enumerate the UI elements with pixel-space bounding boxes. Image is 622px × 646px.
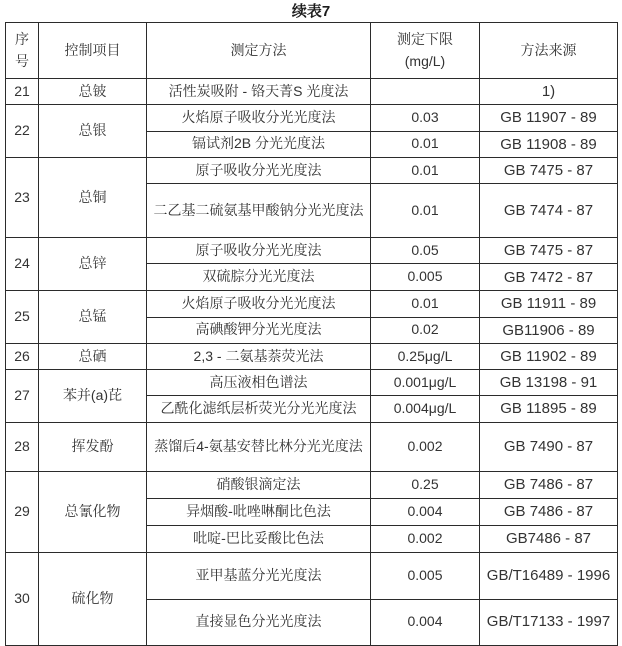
control-item-cell: 总氰化物 <box>39 471 147 552</box>
method-source-cell: GB 7486 - 87 <box>480 471 618 498</box>
header-detection-limit-unit: (mg/L) <box>404 52 446 69</box>
control-item-cell: 总铜 <box>39 157 147 237</box>
detection-limit-cell: 0.004μg/L <box>371 396 480 422</box>
detection-limit-cell: 0.002 <box>371 525 480 552</box>
header-method-source: 方法来源 <box>480 23 618 79</box>
serial-number-cell: 30 <box>6 552 39 645</box>
table-header <box>6 23 618 79</box>
method-source-cell: GB 7490 - 87 <box>480 422 618 471</box>
header-measurement-method: 测定方法 <box>147 23 371 79</box>
detection-limit-cell: 0.25 <box>371 471 480 498</box>
detection-limit-cell: 0.002 <box>371 422 480 471</box>
header-detection-limit <box>371 23 480 79</box>
table-row <box>6 422 618 471</box>
header-row <box>6 23 618 79</box>
detection-limit-cell: 0.001μg/L <box>371 370 480 396</box>
table-row <box>6 552 618 599</box>
measurement-methods-table <box>5 22 618 646</box>
serial-number-cell: 21 <box>6 79 39 105</box>
measurement-method-cell: 乙酰化滤纸层析荧光分光光度法 <box>147 396 371 422</box>
measurement-method-cell: 吡啶-巴比妥酸比色法 <box>147 525 371 552</box>
method-source-cell: GB 7474 - 87 <box>480 184 618 238</box>
serial-number-cell: 23 <box>6 157 39 237</box>
control-item-cell: 总硒 <box>39 343 147 369</box>
measurement-method-cell: 高碘酸钾分光光度法 <box>147 317 371 343</box>
method-source-cell: GB 11907 - 89 <box>480 105 618 131</box>
method-source-cell: GB 7475 - 87 <box>480 157 618 183</box>
method-source-cell: GB 11902 - 89 <box>480 343 618 369</box>
measurement-method-cell: 高压液相色谱法 <box>147 370 371 396</box>
detection-limit-cell: 0.02 <box>371 317 480 343</box>
table-row <box>6 105 618 131</box>
detection-limit-cell: 0.01 <box>371 157 480 183</box>
measurement-method-cell: 2,3 - 二氨基萘荧光法 <box>147 343 371 369</box>
control-item-cell: 硫化物 <box>39 552 147 645</box>
method-source-cell: GB11906 - 89 <box>480 317 618 343</box>
table-body <box>6 79 618 646</box>
detection-limit-cell: 0.004 <box>371 599 480 645</box>
measurement-method-cell: 硝酸银滴定法 <box>147 471 371 498</box>
method-source-cell: GB7486 - 87 <box>480 525 618 552</box>
page-title: 续表7 <box>291 3 331 20</box>
table-row <box>6 291 618 317</box>
table-row <box>6 343 618 369</box>
detection-limit-cell: 0.05 <box>371 238 480 264</box>
table-row <box>6 157 618 183</box>
serial-number-cell: 25 <box>6 291 39 344</box>
control-item-cell: 总锰 <box>39 291 147 344</box>
detection-limit-cell: 0.01 <box>371 291 480 317</box>
table-row <box>6 370 618 396</box>
detection-limit-cell: 0.25μg/L <box>371 343 480 369</box>
measurement-method-cell: 火焰原子吸收分光光度法 <box>147 105 371 131</box>
serial-number-cell: 24 <box>6 238 39 291</box>
table-row <box>6 79 618 105</box>
measurement-method-cell: 原子吸收分光光度法 <box>147 157 371 183</box>
measurement-method-cell: 火焰原子吸收分光光度法 <box>147 291 371 317</box>
measurement-method-cell: 直接显色分光光度法 <box>147 599 371 645</box>
measurement-method-cell: 蒸馏后4-氨基安替比林分光光度法 <box>147 422 371 471</box>
detection-limit-cell: 0.03 <box>371 105 480 131</box>
measurement-method-cell: 双硫腙分光光度法 <box>147 264 371 291</box>
detection-limit-cell: 0.01 <box>371 131 480 157</box>
control-item-cell: 苯并(a)芘 <box>39 370 147 423</box>
method-source-cell: GB 7486 - 87 <box>480 498 618 525</box>
header-serial-number: 序号 <box>6 23 39 79</box>
detection-limit-cell: 0.005 <box>371 264 480 291</box>
method-source-cell: 1) <box>480 79 618 105</box>
control-item-cell: 挥发酚 <box>39 422 147 471</box>
control-item-cell: 总锌 <box>39 238 147 291</box>
detection-limit-cell: 0.005 <box>371 552 480 599</box>
method-source-cell: GB 11911 - 89 <box>480 291 618 317</box>
serial-number-cell: 26 <box>6 343 39 369</box>
header-detection-limit-line1: 测定下限 <box>397 30 453 47</box>
method-source-cell: GB 11895 - 89 <box>480 396 618 422</box>
header-control-item: 控制项目 <box>39 23 147 79</box>
method-source-cell: GB 7475 - 87 <box>480 238 618 264</box>
table-row <box>6 238 618 264</box>
method-source-cell: GB 13198 - 91 <box>480 370 618 396</box>
method-source-cell: GB/T16489 - 1996 <box>480 552 618 599</box>
measurement-method-cell: 二乙基二硫氨基甲酸钠分光光度法 <box>147 184 371 238</box>
measurement-method-cell: 镉试剂2B 分光光度法 <box>147 131 371 157</box>
method-source-cell: GB 7472 - 87 <box>480 264 618 291</box>
detection-limit-cell: 0.004 <box>371 498 480 525</box>
measurement-method-cell: 原子吸收分光光度法 <box>147 238 371 264</box>
method-source-cell: GB 11908 - 89 <box>480 131 618 157</box>
detection-limit-cell <box>371 79 480 105</box>
measurement-method-cell: 活性炭吸附 - 铬天菁S 光度法 <box>147 79 371 105</box>
control-item-cell: 总铍 <box>39 79 147 105</box>
control-item-cell: 总银 <box>39 105 147 158</box>
serial-number-cell: 27 <box>6 370 39 423</box>
measurement-method-cell: 异烟酸-吡唑啉酮比色法 <box>147 498 371 525</box>
method-source-cell: GB/T17133 - 1997 <box>480 599 618 645</box>
measurement-method-cell: 亚甲基蓝分光光度法 <box>147 552 371 599</box>
detection-limit-cell: 0.01 <box>371 184 480 238</box>
table-row <box>6 471 618 498</box>
serial-number-cell: 22 <box>6 105 39 158</box>
serial-number-cell: 28 <box>6 422 39 471</box>
serial-number-cell: 29 <box>6 471 39 552</box>
